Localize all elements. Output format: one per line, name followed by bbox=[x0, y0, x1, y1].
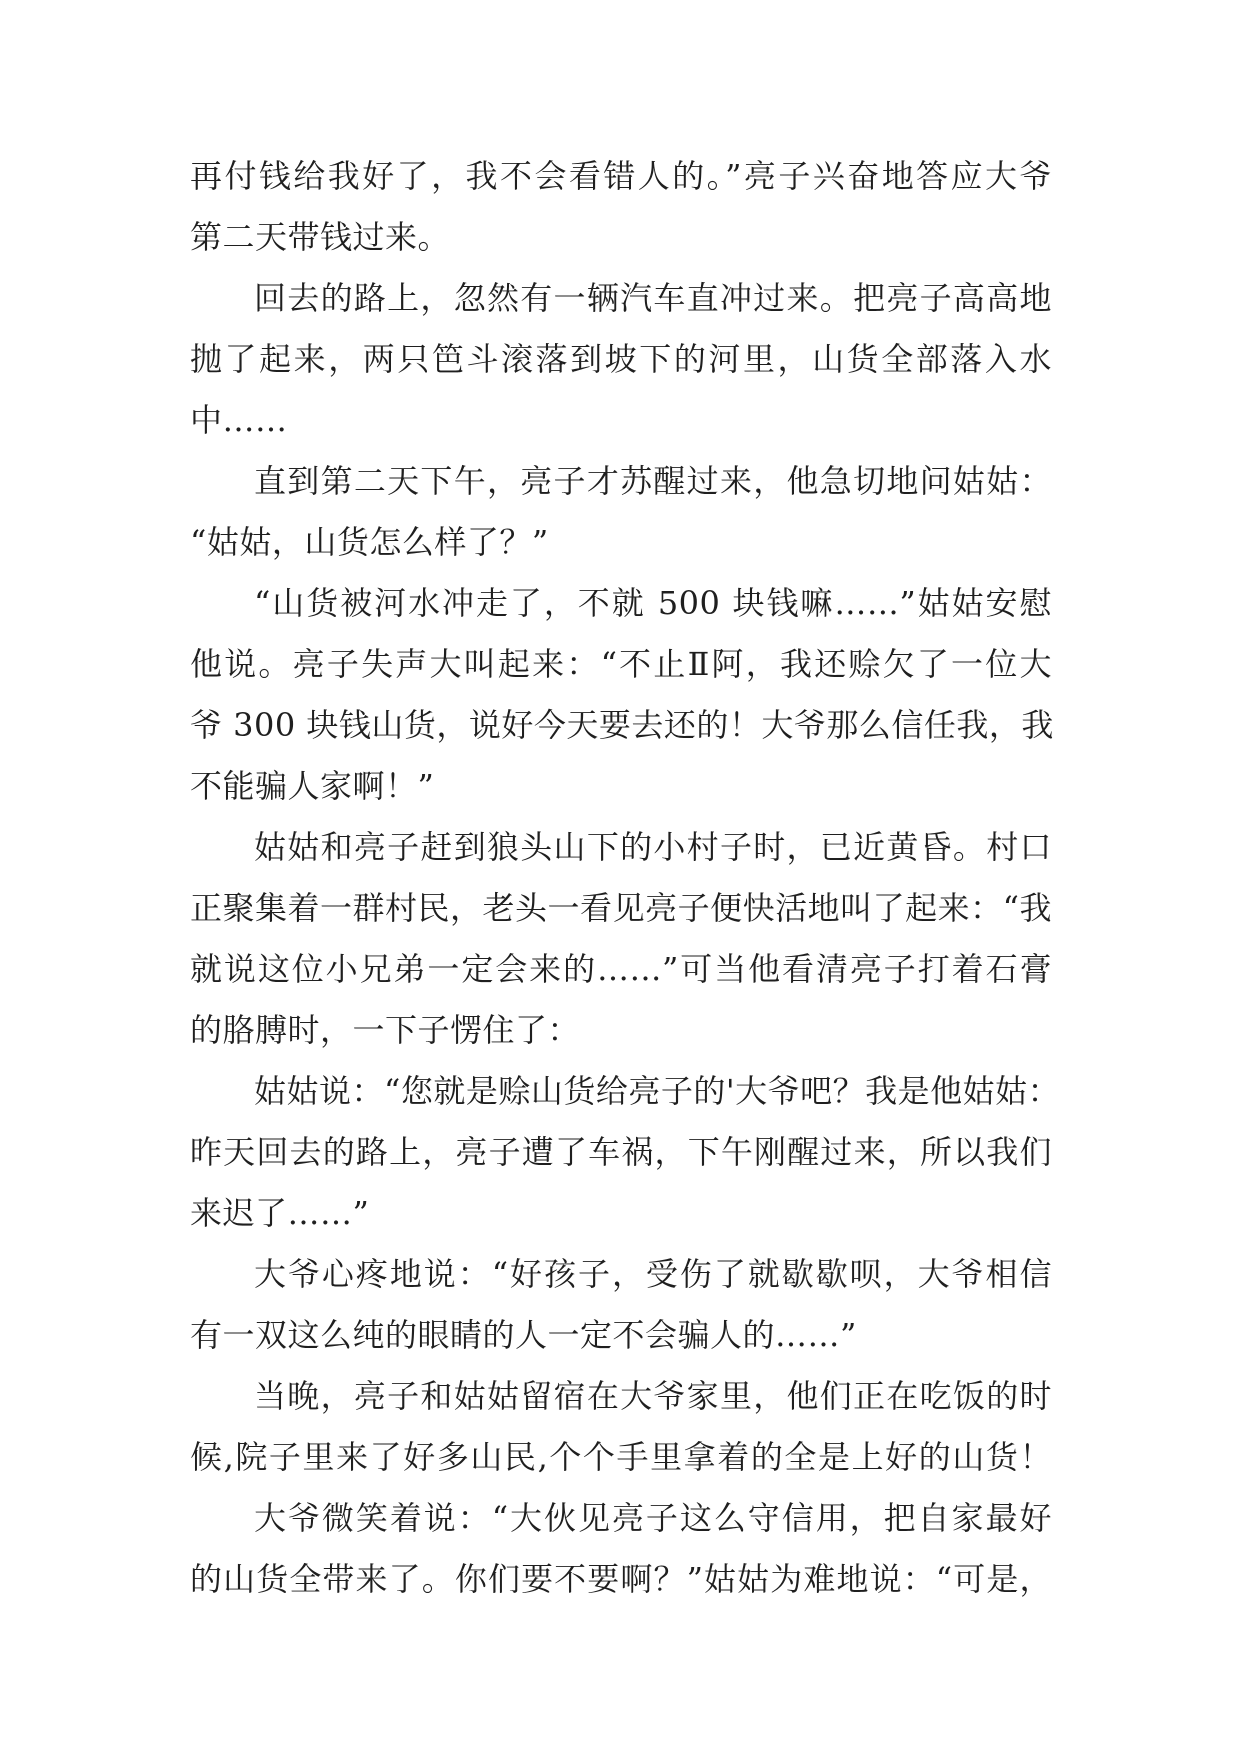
text-line: 直到第二天下午，亮子才苏醒过来，他急切地问姑姑： bbox=[254, 462, 1052, 500]
text-line: 昨天回去的路上，亮子遭了车祸，下午刚醒过来，所以我们 bbox=[190, 1133, 1052, 1171]
text-line: 的山货全带来了。你们要不要啊？”姑姑为难地说：“可是， bbox=[190, 1560, 1052, 1598]
text-line: 抛了起来，两只笆斗滚落到坡下的河里，山货全部落入水 bbox=[190, 340, 1052, 378]
text-line: 再付钱给我好了，我不会看错人的。”亮子兴奋地答应大爷 bbox=[190, 157, 1052, 195]
text-line: 的胳膊时，一下子愣住了： bbox=[190, 1011, 581, 1049]
text-line: “山货被河水冲走了，不就 500 块钱嘛……”姑姑安慰 bbox=[254, 584, 1052, 622]
text-line: 他说。亮子失声大叫起来：“不止Ⅱ阿，我还赊欠了一位大 bbox=[190, 645, 1052, 683]
text-line: 有一双这么纯的眼睛的人一定不会骗人的……” bbox=[190, 1316, 857, 1354]
text-line: 来迟了……” bbox=[190, 1194, 370, 1232]
text-line: 姑姑说：“您就是赊山货给亮子的'大爷吧？我是他姑姑： bbox=[254, 1072, 1061, 1110]
text-line: 当晚，亮子和姑姑留宿在大爷家里，他们正在吃饭的时 bbox=[254, 1377, 1052, 1415]
text-line: 大爷心疼地说：“好孩子，受伤了就歇歇呗，大爷相信 bbox=[254, 1255, 1052, 1293]
text-line: 中…… bbox=[190, 401, 288, 439]
text-line: 正聚集着一群村民，老头一看见亮子便快活地叫了起来：“我 bbox=[190, 889, 1052, 927]
text-line: 大爷微笑着说：“大伙见亮子这么守信用，把自家最好 bbox=[254, 1499, 1052, 1537]
body-text bbox=[190, 146, 1061, 1610]
text-line: 第二天带钱过来。 bbox=[190, 218, 451, 256]
text-line: “姑姑，山货怎么样了？” bbox=[190, 523, 549, 561]
text-line: 就说这位小兄弟一定会来的……”可当他看清亮子打着石膏 bbox=[190, 950, 1052, 988]
text-line: 爷 300 块钱山货，说好今天要去还的！大爷那么信任我，我 bbox=[190, 706, 1054, 744]
text-line: 姑姑和亮子赶到狼头山下的小村子时，已近黄昏。村口 bbox=[254, 828, 1052, 866]
text-line: 不能骗人家啊！” bbox=[190, 767, 435, 805]
text-line: 回去的路上，忽然有一辆汽车直冲过来。把亮子高高地 bbox=[254, 279, 1052, 317]
text-line: 候,院子里来了好多山民,个个手里拿着的全是上好的山货！ bbox=[190, 1438, 1052, 1476]
